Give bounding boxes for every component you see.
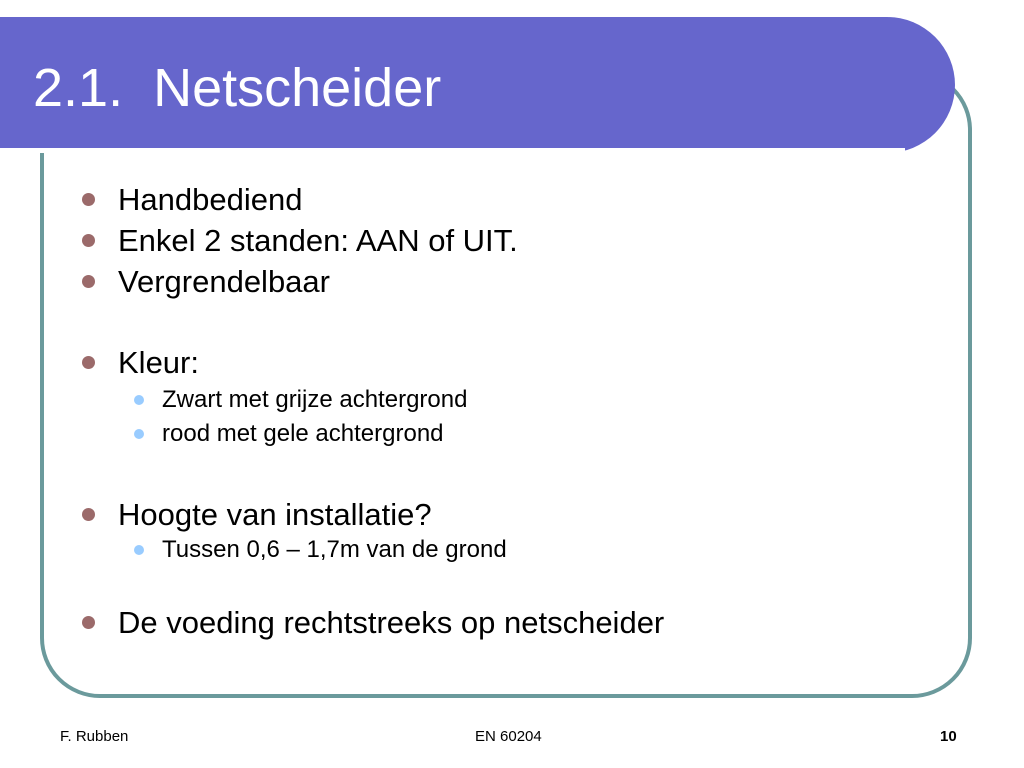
page-number: 10 xyxy=(940,728,957,745)
bullet-text: Kleur: xyxy=(118,345,199,380)
bullet-dot-icon xyxy=(82,356,95,369)
sub-bullet-text: rood met gele achtergrond xyxy=(162,420,444,447)
bullet-text: De voeding rechtstreeks op netscheider xyxy=(118,605,665,640)
footer-center-text: EN 60204 xyxy=(475,728,542,745)
sub-bullet-text: Tussen 0,6 – 1,7m van de grond xyxy=(162,536,507,563)
footer-author: F. Rubben xyxy=(60,728,129,745)
bullet-dot-icon xyxy=(82,275,95,288)
sub-bullet-dot-icon xyxy=(134,545,144,555)
bullet-dot-icon xyxy=(82,234,95,247)
bullet-dot-icon xyxy=(82,193,95,206)
sub-bullet-dot-icon xyxy=(134,395,144,405)
bullet-text: Vergrendelbaar xyxy=(118,264,330,299)
bullet-dot-icon xyxy=(82,616,95,629)
slide-title: 2.1. Netscheider xyxy=(33,58,442,118)
bullet-text: Handbediend xyxy=(118,182,303,217)
bullet-text: Enkel 2 standen: AAN of UIT. xyxy=(118,223,518,258)
sub-bullet-dot-icon xyxy=(134,429,144,439)
bullet-dot-icon xyxy=(82,508,95,521)
sub-bullet-text: Zwart met grijze achtergrond xyxy=(162,386,468,413)
bullet-text: Hoogte van installatie? xyxy=(118,497,432,532)
